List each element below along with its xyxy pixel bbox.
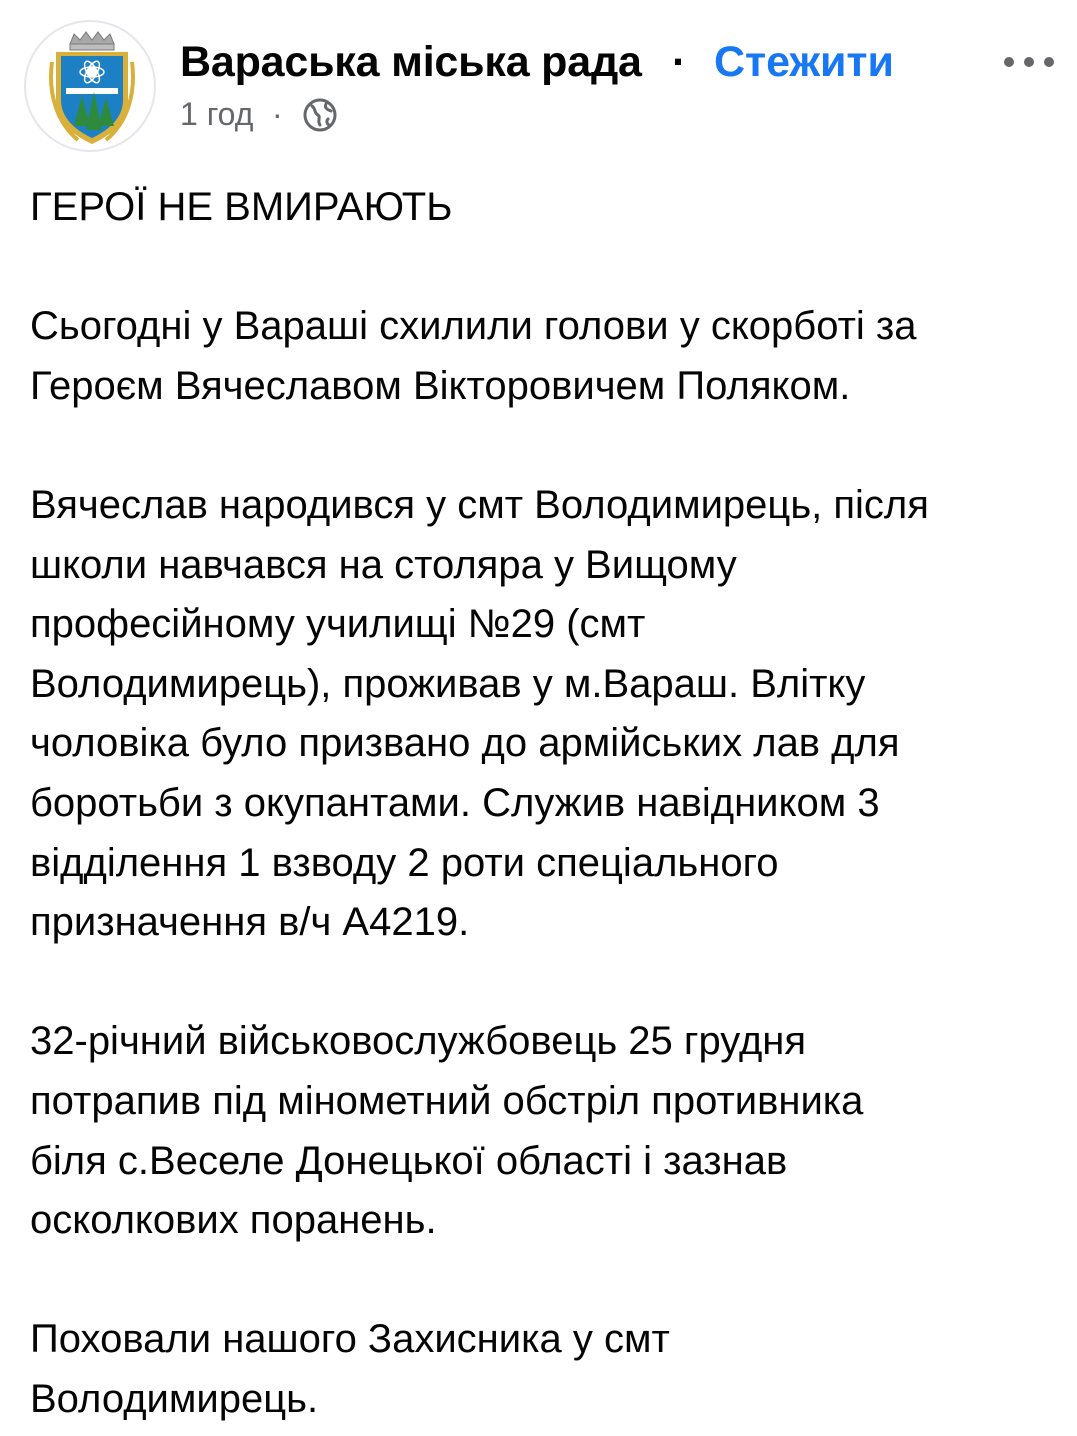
- follow-button[interactable]: Стежити: [714, 38, 894, 86]
- post-title: ГЕРОЇ НЕ ВМИРАЮТЬ: [30, 185, 453, 229]
- post-paragraph: Поховали нашого Захисника у смт Володимирець.: [30, 1317, 670, 1421]
- more-options-button[interactable]: [995, 38, 1065, 88]
- post-text: [30, 178, 1060, 1429]
- header-separator: ·: [672, 38, 687, 86]
- post-timestamp[interactable]: 1 год: [180, 96, 254, 132]
- globe-icon: [302, 97, 338, 133]
- post-paragraph: 32-річний військовослужбовець 25 грудня потрапив під мінометний обстріл противника біля с.Веселе Донецької області і зазнав осколкових поранень.: [30, 1019, 864, 1243]
- page-name[interactable]: Вараська міська рада: [180, 38, 642, 86]
- post-paragraph: Вячеслав народився у смт Володимирець, після школи навчався на столяра у Вищому професійному училищі №29 (смт Володимирець), проживав у м.Вараш. Влітку чоловіка було призвано до армійських лав для боротьби з окупантами. Служив навідником 3 відділення 1 взводу 2 роти спеціального призначення в/ч А4219.: [30, 482, 929, 945]
- page-avatar[interactable]: [24, 20, 156, 152]
- meta-separator: ·: [272, 96, 283, 132]
- post-header: [0, 0, 1077, 160]
- city-crest-icon: [26, 22, 156, 152]
- post-paragraph: Сьогодні у Вараші схилили голови у скорботі за Героєм Вячеславом Вікторовичем Поляком.: [30, 304, 917, 408]
- more-horizontal-icon: [995, 38, 1065, 88]
